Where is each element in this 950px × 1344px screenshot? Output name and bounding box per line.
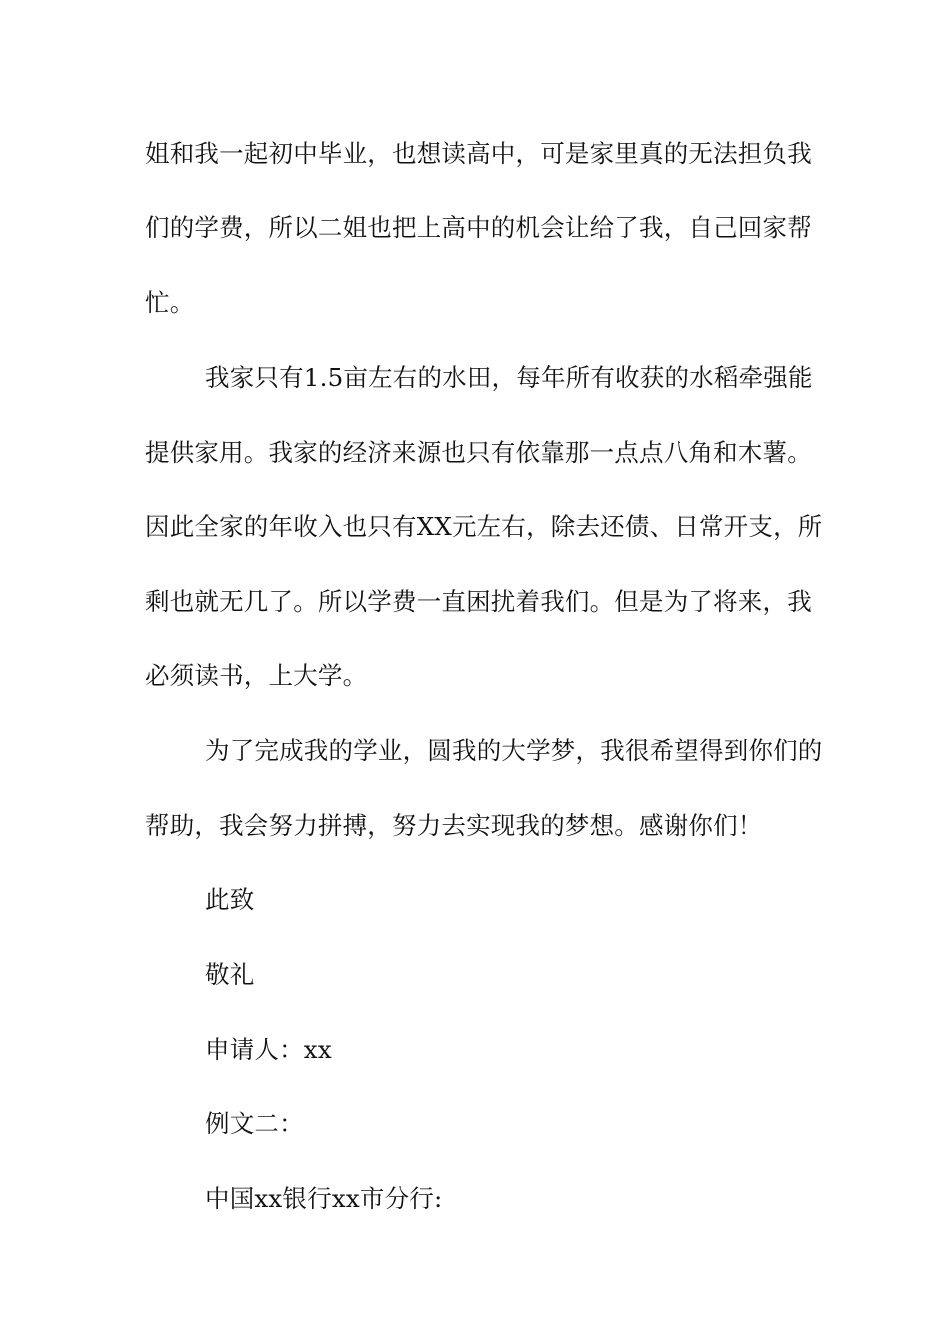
applicant-line: 申请人：xx	[205, 1035, 332, 1064]
paragraph-line: 姐和我一起初中毕业，也想读高中，可是家里真的无法担负我	[145, 139, 812, 168]
paragraph-line: 为了完成我的学业，圆我的大学梦，我很希望得到你们的	[205, 736, 823, 765]
paragraph-line: 帮助，我会努力拼搏，努力去实现我的梦想。感谢你们！	[145, 811, 763, 840]
addressee-line: 中国xx银行xx市分行:	[205, 1184, 443, 1213]
section-heading: 例文二：	[205, 1109, 304, 1138]
paragraph-line: 提供家用。我家的经济来源也只有依靠那一点点八角和木薯。	[145, 438, 812, 467]
paragraph-line: 我家只有1.5亩左右的水田，每年所有收获的水稻牵强能	[205, 363, 813, 392]
paragraph-line: 必须读书，上大学。	[145, 661, 368, 690]
closing-line: 此致	[205, 885, 255, 914]
paragraph-line: 因此全家的年收入也只有XX元左右，除去还债、日常开支，所	[145, 512, 823, 541]
paragraph-line: 们的学费，所以二姐也把上高中的机会让给了我，自己回家帮	[145, 213, 812, 242]
salutation-line: 敬礼	[205, 960, 255, 989]
paragraph-line: 剩也就无几了。所以学费一直困扰着我们。但是为了将来，我	[145, 587, 812, 616]
paragraph-line: 忙。	[145, 288, 195, 317]
